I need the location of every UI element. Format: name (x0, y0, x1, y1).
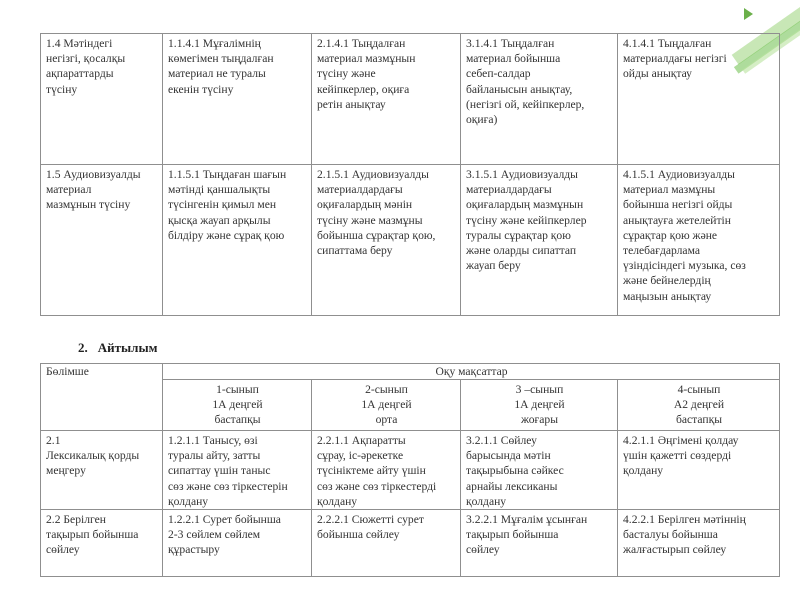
table-cell: 2.2 Берілген тақырып бойынша сөйлеу (41, 510, 163, 577)
table-cell: 4.2.1.1 Әңгімені қолдау үшін қажетті сөздерді қолдану (618, 431, 780, 510)
table-cell: 1.2.1.1 Танысу, өзі туралы айту, затты сипаттау үшін таныс сөз және сөз тіркестерін қолдану (163, 431, 312, 510)
header-cell-grade-2: 2-сынып 1А деңгей орта (312, 380, 461, 431)
speaking-objectives-table (40, 363, 780, 577)
table-cell: 4.2.2.1 Берілген мәтіннің басталуы бойынша жалғастырып сөйлеу (618, 510, 780, 577)
table-cell: 4.1.4.1 Тыңдалған материалдағы негізгі ойды анықтау (618, 34, 780, 165)
table-row (41, 165, 780, 316)
table-cell: 1.4 Мәтіндегі негізгі, қосалқы ақпараттарды түсіну (41, 34, 163, 165)
table-cell: 1.1.5.1 Тыңдаған шағын мәтінді қаншалықты түсінгенін қимыл мен қысқа жауап арқылы білдіру және сұрақ қою (163, 165, 312, 316)
table-cell: 1.1.4.1 Мұғалімнің көмегімен тыңдалған материал не туралы екенін түсіну (163, 34, 312, 165)
table-cell: 1.5 Аудиовизуалды материал мазмұнын түсіну (41, 165, 163, 316)
table-row (41, 431, 780, 510)
section-title-text: Айтылым (97, 340, 158, 355)
table-cell: 2.1.4.1 Тыңдалған материал мазмұнын түсіну және кейіпкерлер, оқиға ретін анықтау (312, 34, 461, 165)
table-cell: 2.2.1.1 Ақпаратты сұрау, іс-әрекетке түсініктеме айту үшін сөз және сөз тіркестерді қолдану (312, 431, 461, 510)
section-number: 2. (78, 340, 88, 355)
table-cell: 2.1.5.1 Аудиовизуалды материалдардағы оқиғалардың мәнін түсіну және мазмұны бойынша сұрақтар қою, сипаттама беру (312, 165, 461, 316)
table-header-row (41, 364, 780, 380)
table-row (41, 34, 780, 165)
header-cell-subsection: Бөлімше (41, 364, 163, 431)
header-cell-grade-4: 4-сынып А2 деңгей бастапқы (618, 380, 780, 431)
table-cell: 1.2.2.1 Сурет бойынша 2-3 сөйлем сөйлем құрастыру (163, 510, 312, 577)
arrow-icon (744, 8, 753, 20)
table-cell: 2.2.2.1 Сюжетті сурет бойынша сөйлеу (312, 510, 461, 577)
header-cell-learning-goals: Оқу мақсаттар (163, 364, 780, 380)
table-cell: 3.2.1.1 Сөйлеу барысында мәтін тақырыбына сәйкес арнайы лексиканы қолдану (461, 431, 618, 510)
section-heading (78, 340, 157, 356)
table-cell: 3.2.2.1 Мұғалім ұсынған тақырып бойынша сөйлеу (461, 510, 618, 577)
table-row (41, 510, 780, 577)
table-cell: 3.1.5.1 Аудиовизуалды материалдардағы оқиғалардың мазмұнын түсіну және кейіпкерлер туралы сұрақтар қою және оларды сипаттап жауап беру (461, 165, 618, 316)
table-cell: 2.1 Лексикалық қорды меңгеру (41, 431, 163, 510)
header-cell-grade-1: 1-сынып 1А деңгей бастапқы (163, 380, 312, 431)
table-cell: 3.1.4.1 Тыңдалған материал бойынша себеп-салдар байланысын анықтау, (негізгі ой, кейіпкерлер, оқиға) (461, 34, 618, 165)
listening-objectives-table (40, 33, 780, 316)
table-cell: 4.1.5.1 Аудиовизуалды материал мазмұны бойынша негізгі ойды анықтауға жетелейтін сұрақтар қою және телебағдарлама үзіндісіндегі музыка, сөз және бейнелердің маңызын анықтау (618, 165, 780, 316)
header-cell-grade-3: 3 –сынып 1А деңгей жоғары (461, 380, 618, 431)
